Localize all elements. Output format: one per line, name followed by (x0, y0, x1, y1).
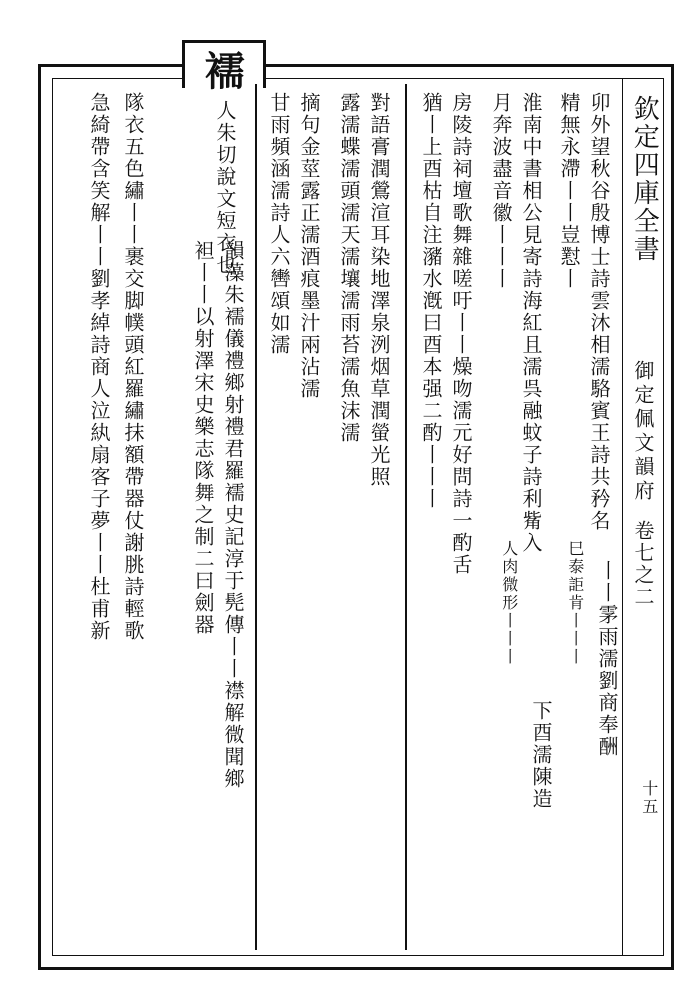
header-char: 襦 (198, 50, 245, 92)
margin-mid-title: 御定佩文韻府 (631, 360, 655, 504)
margin-volume: 卷七之二 (631, 520, 655, 608)
text-column-3: 淮南中書相公見寄詩海紅且濡呉融蚊子詩利觜入 (519, 92, 543, 554)
text-column-8: 露濡蝶濡頭濡天濡壤濡雨苔濡魚沫濡 (337, 92, 361, 444)
text-column-9: 摘句金莖露正濡酒痕墨汁兩沾濡 (297, 92, 321, 400)
text-column-12: 袒丨丨以射澤宋史樂志隊舞之制二曰劍器 (191, 240, 215, 636)
text-column-10: 甘雨頻涵濡詩人六轡頌如濡 (267, 92, 291, 356)
extra-right-2: 下酉濡陳造 (529, 700, 553, 810)
text-column-6: 猶丨上酉枯自注瀦水漑曰酉本强二酌丨丨丨 (419, 92, 443, 510)
extra-sub: 巳泰詎肯丨丨丨 (565, 540, 585, 666)
text-column-5: 房陵詩祠壇歌舞雜嗟吁丨丨燥吻濡元好問詩一酌舌 (449, 92, 473, 576)
text-column-13: 隊衣五色繡丨丨裹交脚幞頭紅羅繡抹額帶器仗謝朓詩輕歌 (121, 92, 145, 642)
header-note: 人朱切說文短衣也 (213, 100, 237, 276)
page-number: 十五 (639, 780, 659, 816)
text-column-1: 卯外望秋谷殷博士詩雲沐相濡駱賓王詩共矜名 (587, 92, 611, 532)
text-column-11: 韻藻朱襦儀禮鄉射禮君羅襦史記淳于髡傳丨丨襟解微聞鄉 (221, 240, 245, 790)
text-column-7: 對語膏潤鶯渲耳染地澤泉洌烟草潤螢光照 (367, 92, 391, 488)
margin-top-title: 欽定四庫全書 (629, 95, 660, 263)
column-rule (255, 84, 257, 950)
text-column-14: 急綺帶含笑解丨丨劉孝綽詩商人泣紈扇客子夢丨丨杜甫新 (87, 92, 111, 642)
extra-right: 丨丨雺雨濡劉商奉酬 (595, 560, 619, 758)
text-column-4: 月奔波盡音徽丨丨丨 (489, 92, 513, 290)
column-rule (405, 84, 407, 950)
extra-sub-2: 人肉微形丨丨丨 (499, 540, 519, 666)
text-column-2: 精無永滯丨丨豈懟丨 (557, 92, 581, 290)
